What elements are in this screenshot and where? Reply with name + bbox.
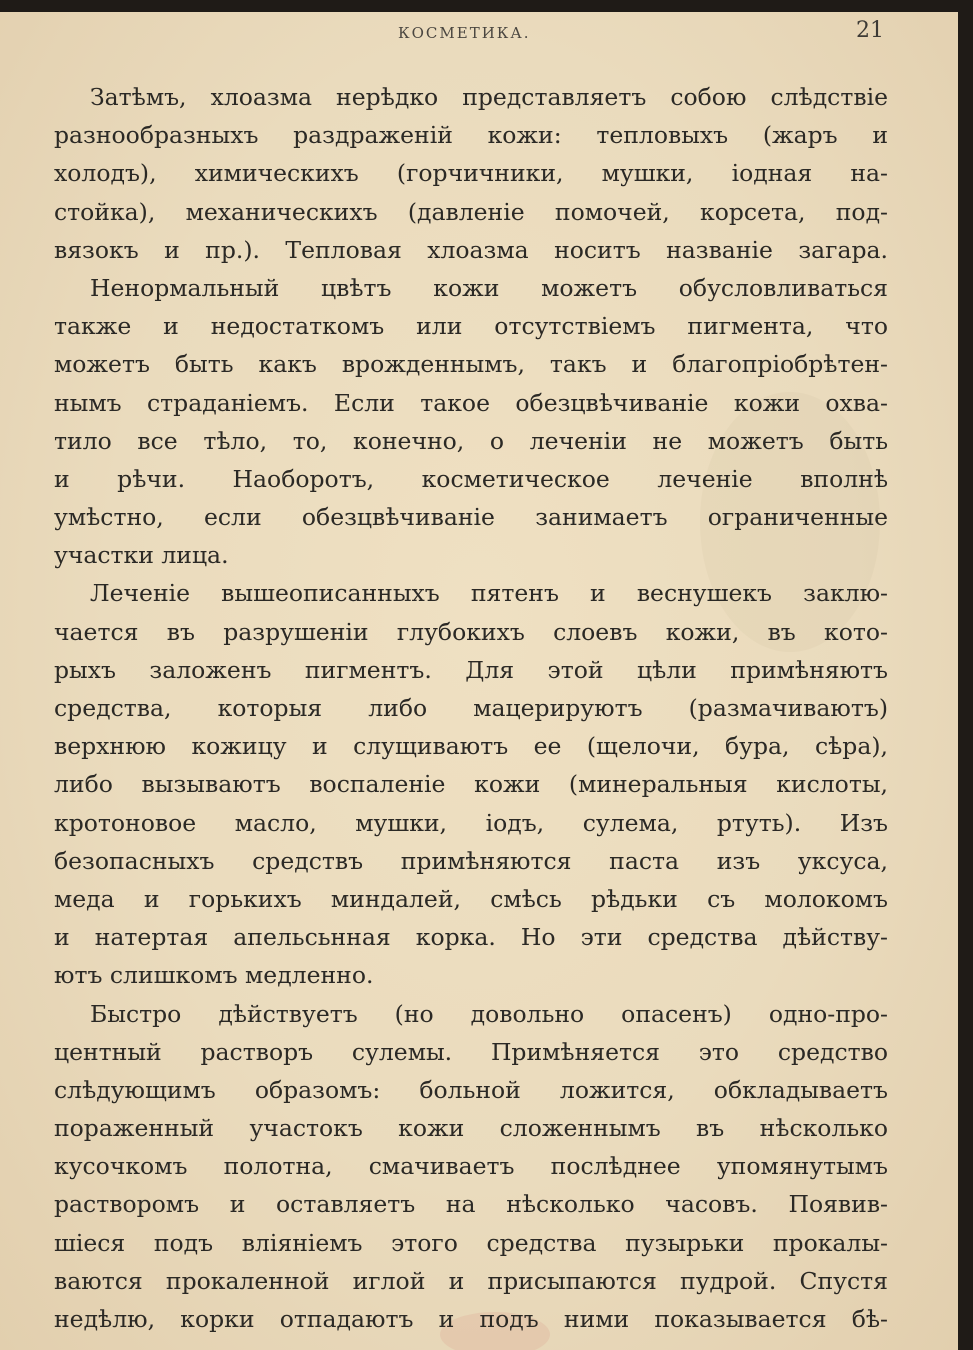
text-line: холодъ), химическихъ (горчичники, мушки, іодная на-	[54, 159, 888, 188]
text-line: меда и горькихъ миндалей, смѣсь рѣдьки съ молокомъ	[54, 884, 888, 913]
text-line: и рѣчи. Наоборотъ, косметическое леченіе вполнѣ	[54, 464, 888, 493]
text-line: также и недостаткомъ или отсутствіемъ пигмента, что	[54, 312, 888, 341]
text-line: и натертая апельсьнная корка. Но эти средства дѣйству-	[54, 923, 888, 952]
text-line: Быстро дѣйствуетъ (но довольно опасенъ) одно-про-	[90, 999, 888, 1028]
text-line: слѣдующимъ образомъ: больной ложится, обкладываетъ	[54, 1075, 888, 1104]
text-line: нымъ страданіемъ. Если такое обезцвѣчиваніе кожи охва-	[54, 388, 888, 417]
text-line: вязокъ и пр.). Тепловая хлоазма носитъ названіе загара.	[54, 235, 888, 264]
text-line: ваются прокаленной иглой и присыпаются пудрой. Спустя	[54, 1266, 888, 1295]
text-line: Ненормальный цвѣтъ кожи можетъ обусловливаться	[90, 273, 888, 302]
page-number: 21	[856, 18, 884, 43]
text-line: центный растворъ сулемы. Примѣняется это средство	[54, 1037, 888, 1066]
text-line: кусочкомъ полотна, смачиваетъ послѣднее упомянутымъ	[54, 1152, 888, 1181]
text-line: безопасныхъ средствъ примѣняются паста изъ уксуса,	[54, 846, 888, 875]
text-line: верхнюю кожицу и слущиваютъ ее (щелочи, бура, сѣра),	[54, 732, 888, 761]
text-line: рыхъ заложенъ пигментъ. Для этой цѣли примѣняютъ	[54, 655, 888, 684]
text-line: тило все тѣло, то, конечно, о леченіи не можетъ быть	[54, 426, 888, 455]
text-line: либо вызываютъ воспаленіе кожи (минеральныя кислоты,	[54, 770, 888, 799]
text-line: кротоновое масло, мушки, іодъ, сулема, ртуть). Изъ	[54, 808, 888, 837]
text-line: пораженный участокъ кожи сложеннымъ въ нѣсколько	[54, 1114, 888, 1143]
text-line: разнообразныхъ раздраженій кожи: тепловыхъ (жаръ и	[54, 121, 888, 150]
book-page	[0, 12, 958, 1350]
text-line: шіеся подъ вліяніемъ этого средства пузырьки прокалы-	[54, 1228, 888, 1257]
text-line: Затѣмъ, хлоазма нерѣдко представляетъ собою слѣдствіе	[90, 83, 888, 111]
running-head: КОСМЕТИКА.	[398, 24, 531, 42]
text-line: растворомъ и оставляетъ на нѣсколько часовъ. Появив-	[54, 1190, 888, 1219]
page-header	[0, 20, 958, 50]
text-line: средства, которыя либо мацерируютъ (размачиваютъ)	[54, 694, 888, 722]
text-line: умѣстно, если обезцвѣчиваніе занимаетъ ограниченные	[54, 503, 888, 532]
text-line: участки лица.	[54, 541, 229, 570]
text-line: стойка), механическихъ (давленіе помочей, корсета, под-	[54, 197, 888, 226]
text-line: Леченіе вышеописанныхъ пятенъ и веснушекъ заклю-	[90, 579, 888, 608]
page-body	[54, 78, 888, 1338]
text-line: чается въ разрушеніи глубокихъ слоевъ кожи, въ кото-	[54, 617, 888, 646]
text-line: ютъ слишкомъ медленно.	[54, 961, 374, 990]
text-line: недѣлю, корки отпадаютъ и подъ ними показывается бѣ-	[54, 1305, 888, 1333]
text-line: можетъ быть какъ врожденнымъ, такъ и благопріобрѣтен-	[54, 350, 888, 379]
